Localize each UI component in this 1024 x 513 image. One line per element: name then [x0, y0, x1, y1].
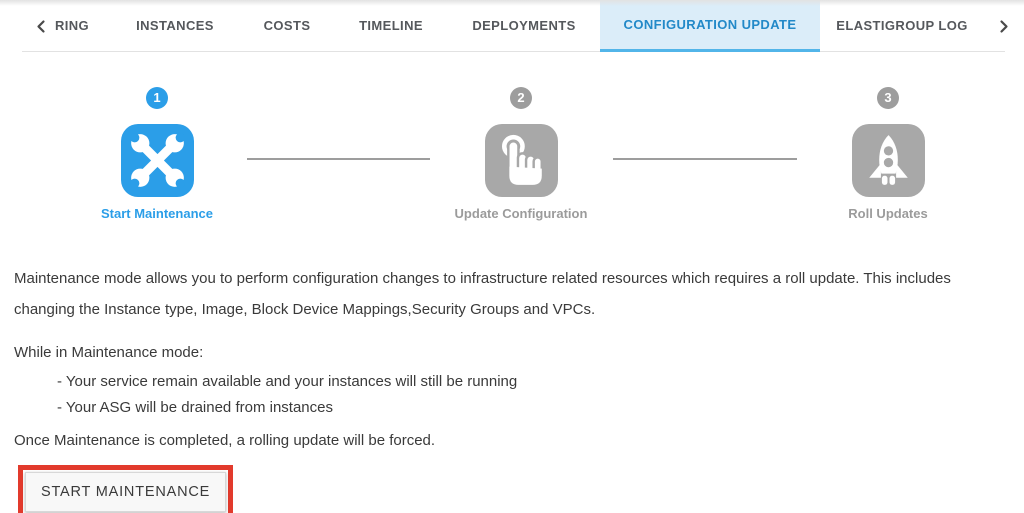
- tools-icon: [121, 124, 194, 197]
- step-roll-updates: [813, 87, 963, 223]
- tab-bar: [0, 0, 1024, 52]
- step-number-badge: 1: [146, 87, 168, 109]
- tab-deployments[interactable]: DEPLOYMENTS: [472, 18, 576, 33]
- step-label: Start Maintenance: [101, 206, 213, 221]
- rocket-icon: [852, 124, 925, 197]
- wizard-steps: [0, 87, 1024, 247]
- step-number-badge: 3: [877, 87, 899, 109]
- tabs-scroll-right-button[interactable]: [997, 0, 1011, 52]
- maintenance-description: [14, 263, 1012, 513]
- step-number-badge: 2: [510, 87, 532, 109]
- step-update-configuration: [446, 87, 596, 223]
- step-start-maintenance: [82, 87, 232, 223]
- bullet-item: - Your ASG will be drained from instances: [57, 399, 333, 416]
- chevron-left-icon: [34, 19, 48, 34]
- maintenance-bullet-list: [14, 369, 1012, 421]
- tabs-scroll-left-button[interactable]: [34, 0, 48, 52]
- tab-bar-divider: [22, 51, 1005, 52]
- start-maintenance-button[interactable]: START MAINTENANCE: [25, 472, 226, 512]
- tab-ring[interactable]: RING: [54, 18, 90, 33]
- tap-click-icon: [485, 124, 558, 197]
- maintenance-closing-text: Once Maintenance is completed, a rolling update will be forced.: [14, 432, 436, 449]
- tab-configuration-update[interactable]: CONFIGURATION UPDATE: [600, 0, 820, 52]
- maintenance-mode-subhead: While in Maintenance mode:: [14, 344, 204, 361]
- chevron-right-icon: [997, 19, 1011, 34]
- tab-instances[interactable]: INSTANCES: [136, 18, 214, 33]
- step-connector: [613, 158, 797, 160]
- red-highlight-box: [18, 465, 233, 513]
- step-label: Update Configuration: [454, 206, 588, 221]
- bullet-item: - Your service remain available and your instances will still be running: [57, 373, 518, 390]
- step-connector: [247, 158, 430, 160]
- tab-costs[interactable]: COSTS: [263, 18, 311, 33]
- step-label: Roll Updates: [848, 206, 928, 221]
- tab-timeline[interactable]: TIMELINE: [359, 18, 423, 33]
- maintenance-intro-text: Maintenance mode allows you to perform configuration changes to infrastructure related resources which requires a roll update. This includes changing the Instance type, Image, Block Device Mappings,Security Groups and VPCs.: [14, 270, 951, 318]
- tab-elastigroup-log[interactable]: ELASTIGROUP LOG: [836, 18, 968, 33]
